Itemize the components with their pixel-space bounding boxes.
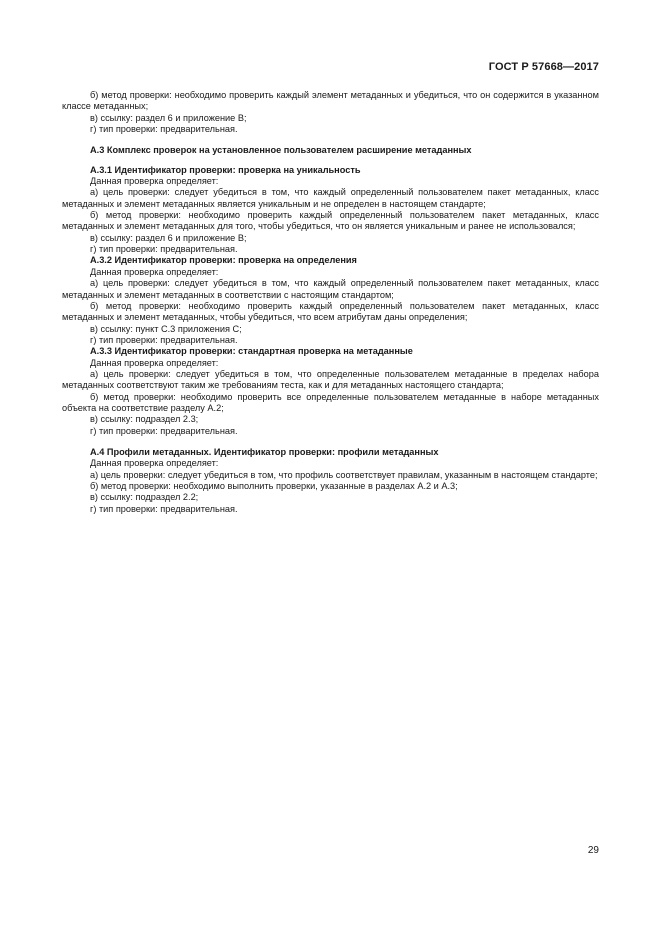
subsection-heading-a33: А.3.3 Идентификатор проверки: стандартная проверка на метаданные: [90, 346, 413, 357]
section-heading-a3: А.3 Комплекс проверок на установленное пользователем расширение метаданных: [90, 145, 472, 156]
paragraph: а) цель проверки: следует убедиться в том, что каждый определенный пользователем пакет метаданных, класс метаданных и элемент метаданных является уникальным и не определен в настоящем стандарте;: [62, 187, 599, 209]
paragraph: б) метод проверки: необходимо выполнить проверки, указанные в разделах А.2 и А.3;: [90, 481, 458, 491]
paragraph: а) цель проверки: следует убедиться в том, что профиль соответствует правилам, указанным в настоящем стандарте;: [90, 469, 598, 480]
paragraph: г) тип проверки: предварительная.: [90, 425, 238, 436]
paragraph: в) ссылку: подраздел 2.2;: [90, 492, 199, 503]
paragraph: а) цель проверки: следует убедиться в том, что определенные пользователем метаданные в пределах набора метаданных соответствуют таким же требованиям теста, как и для метаданных настоящего стандарта;: [62, 368, 599, 391]
paragraph: б) метод проверки: необходимо проверить каждый определенный пользователем пакет метаданных, класс метаданных и элемент метаданных для того, чтобы убедиться, что он является уникальным и ранее не использовался;: [62, 210, 599, 232]
paragraph: а) цель проверки: следует убедиться в том, что каждый определенный пользователем пакет метаданных, класс метаданных и элемент метаданных в соответствии с настоящим стандартом;: [62, 278, 599, 300]
subsection-heading-a31: А.3.1 Идентификатор проверки: проверка на уникальность: [90, 164, 361, 175]
paragraph: г) тип проверки: предварительная.: [90, 503, 238, 514]
paragraph: б) метод проверки: необходимо проверить все определенные пользователем метаданные в наборе метаданных объекта на соответствие разделу А.2;: [62, 391, 599, 413]
paragraph: г) тип проверки: предварительная.: [90, 124, 238, 135]
subsection-heading-a32: А.3.2 Идентификатор проверки: проверка на определения: [90, 255, 357, 266]
page-number: 29: [587, 845, 599, 856]
paragraph: г) тип проверки: предварительная.: [90, 244, 238, 255]
paragraph: в) ссылку: раздел 6 и приложение В;: [90, 232, 247, 243]
paragraph: б) метод проверки: необходимо проверить каждый определенный пользователем пакет метаданных, класс метаданных и элемент метаданных, чтобы убедиться, что всем атрибутам даны определения;: [62, 300, 599, 323]
paragraph: Данная проверка определяет:: [90, 176, 219, 187]
paragraph: Данная проверка определяет:: [90, 458, 219, 469]
paragraph: в) ссылку: раздел 6 и приложение В;: [90, 112, 247, 123]
paragraph: г) тип проверки: предварительная.: [90, 334, 238, 345]
paragraph: в) ссылку: пункт С.3 приложения С;: [90, 323, 242, 334]
paragraph: Данная проверка определяет:: [90, 266, 219, 277]
paragraph: в) ссылку: подраздел 2.3;: [90, 414, 199, 425]
section-heading-a4: А.4 Профили метаданных. Идентификатор проверки: профили метаданных: [90, 446, 439, 457]
document-body: [62, 90, 599, 515]
document-header: ГОСТ Р 57668—2017: [488, 61, 599, 73]
paragraph: Данная проверка определяет:: [90, 357, 219, 368]
paragraph: б) метод проверки: необходимо проверить каждый элемент метаданных и убедиться, что он содержится в указанном классе метаданных;: [62, 90, 599, 112]
